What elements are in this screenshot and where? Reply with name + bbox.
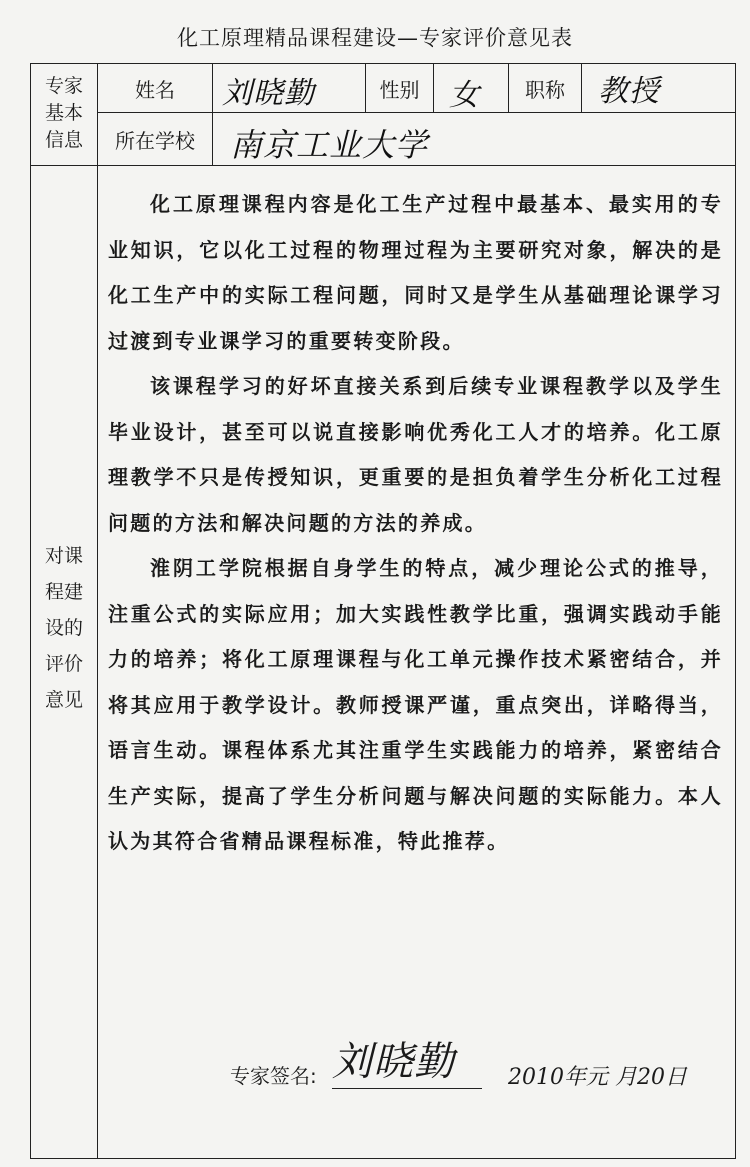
expert-info-section-label: 专家 基本 信息	[44, 75, 83, 151]
evaluation-paragraph: 化工原理课程内容是化工生产过程中最基本、最实用的专业知识，它以化工过程的物理过程为主要研究对象，解决的是化工生产中的实际工程问题，同时又是学生从基础理论课学习过渡到专业课学习的重要转变阶段。	[108, 192, 723, 353]
handwritten-signature: 刘晓勤	[332, 1039, 455, 1085]
gender-label: 性别	[379, 77, 420, 102]
column-divider	[212, 63, 213, 165]
school-value: 南京工业大学	[230, 126, 429, 164]
evaluation-section-label: 对课 程建 设的 评价 意见	[44, 545, 83, 711]
school-label: 所在学校	[115, 128, 195, 153]
name-value: 刘晓勤	[222, 76, 315, 111]
title-value: 教授	[598, 74, 660, 109]
gender-value: 女	[449, 78, 480, 113]
document-title: 化工原理精品课程建设—专家评价意见表	[177, 26, 573, 50]
row-divider	[98, 112, 735, 113]
evaluation-paragraph: 淮阴工学院根据自身学生的特点，减少理论公式的推导，注重公式的实际应用；加大实践性教学比重，强调实践动手能力的培养；将化工原理课程与化工单元操作技术紧密结合，并将其应用于教学设计。教师授课严谨，重点突出，详略得当，语言生动。课程体系尤其注重学生实践能力的培养，紧密结合生产实际，提高了学生分析问题与解决问题的实际能力。本人认为其符合省精品课程标准，特此推荐。	[108, 556, 723, 853]
column-divider	[433, 63, 434, 113]
signature-date: 2010年元 月20日	[508, 1065, 687, 1090]
column-divider	[581, 63, 582, 113]
signature-label: 专家签名:	[230, 1064, 317, 1088]
evaluation-paragraph: 该课程学习的好坏直接关系到后续专业课程教学以及学生毕业设计，甚至可以说直接影响优秀化工人才的培养。化工原理教学不只是传授知识，更重要的是担负着学生分析化工过程问题的方法和解决问题的方法的养成。	[108, 374, 723, 535]
signature-line	[332, 1088, 482, 1089]
column-divider	[97, 63, 98, 1159]
evaluation-text	[108, 182, 723, 865]
name-label: 姓名	[135, 77, 175, 102]
title-label: 职称	[525, 77, 565, 102]
